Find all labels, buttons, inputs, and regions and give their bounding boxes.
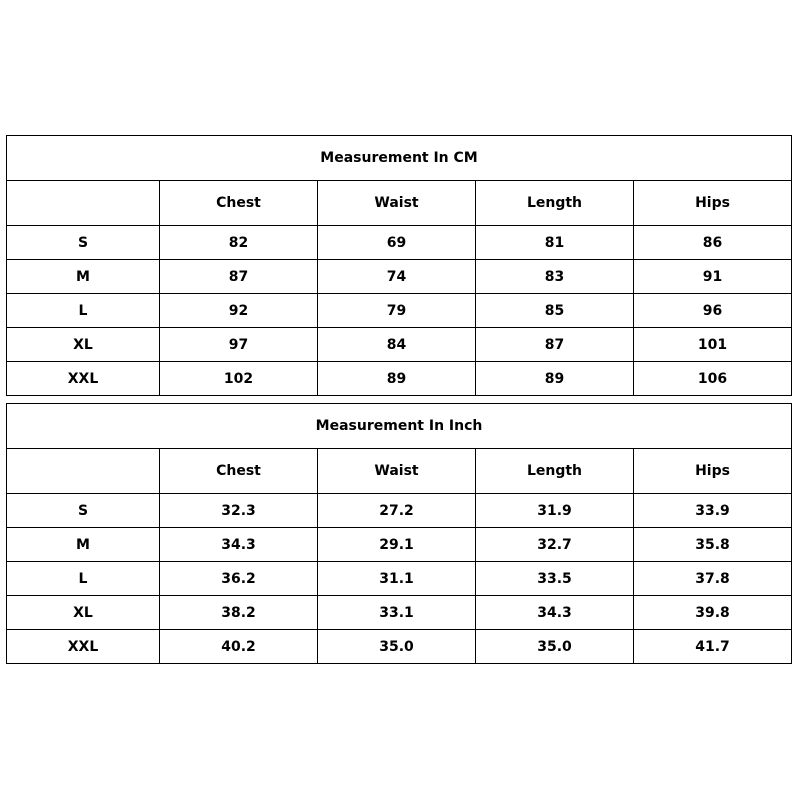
size-cell: L — [7, 294, 160, 328]
header-hips: Hips — [634, 449, 792, 494]
length-cell: 33.5 — [476, 562, 634, 596]
waist-cell: 84 — [318, 328, 476, 362]
hips-cell: 106 — [634, 362, 792, 396]
hips-cell: 96 — [634, 294, 792, 328]
table-row — [7, 596, 792, 630]
waist-cell: 79 — [318, 294, 476, 328]
size-cell: XXL — [7, 362, 160, 396]
chest-cell: 97 — [160, 328, 318, 362]
size-table-inch — [6, 403, 792, 664]
size-cell: XL — [7, 596, 160, 630]
size-cell: XL — [7, 328, 160, 362]
waist-cell: 33.1 — [318, 596, 476, 630]
waist-cell: 74 — [318, 260, 476, 294]
table-title: Measurement In CM — [7, 136, 792, 181]
length-cell: 34.3 — [476, 596, 634, 630]
header-size — [7, 449, 160, 494]
table-row — [7, 494, 792, 528]
header-chest: Chest — [160, 181, 318, 226]
hips-cell: 101 — [634, 328, 792, 362]
size-cell: M — [7, 528, 160, 562]
chest-cell: 36.2 — [160, 562, 318, 596]
hips-cell: 91 — [634, 260, 792, 294]
length-cell: 85 — [476, 294, 634, 328]
length-cell: 83 — [476, 260, 634, 294]
header-length: Length — [476, 181, 634, 226]
header-size — [7, 181, 160, 226]
length-cell: 81 — [476, 226, 634, 260]
table-row — [7, 328, 792, 362]
size-cell: M — [7, 260, 160, 294]
length-cell: 32.7 — [476, 528, 634, 562]
table-title: Measurement In Inch — [7, 404, 792, 449]
chest-cell: 40.2 — [160, 630, 318, 664]
chest-cell: 34.3 — [160, 528, 318, 562]
chest-cell: 87 — [160, 260, 318, 294]
chest-cell: 32.3 — [160, 494, 318, 528]
header-waist: Waist — [318, 449, 476, 494]
chest-cell: 82 — [160, 226, 318, 260]
waist-cell: 35.0 — [318, 630, 476, 664]
table-row — [7, 562, 792, 596]
hips-cell: 41.7 — [634, 630, 792, 664]
table-row — [7, 528, 792, 562]
length-cell: 35.0 — [476, 630, 634, 664]
hips-cell: 37.8 — [634, 562, 792, 596]
chest-cell: 38.2 — [160, 596, 318, 630]
size-cell: L — [7, 562, 160, 596]
waist-cell: 29.1 — [318, 528, 476, 562]
header-waist: Waist — [318, 181, 476, 226]
size-table-cm — [6, 135, 792, 396]
header-hips: Hips — [634, 181, 792, 226]
header-row — [7, 449, 792, 494]
waist-cell: 69 — [318, 226, 476, 260]
hips-cell: 39.8 — [634, 596, 792, 630]
table-row — [7, 294, 792, 328]
table-row — [7, 260, 792, 294]
size-cell: S — [7, 226, 160, 260]
waist-cell: 89 — [318, 362, 476, 396]
header-length: Length — [476, 449, 634, 494]
size-cell: S — [7, 494, 160, 528]
table-title-row — [7, 404, 792, 449]
table-title-row — [7, 136, 792, 181]
header-chest: Chest — [160, 449, 318, 494]
header-row — [7, 181, 792, 226]
table-row — [7, 362, 792, 396]
length-cell: 87 — [476, 328, 634, 362]
chest-cell: 92 — [160, 294, 318, 328]
length-cell: 89 — [476, 362, 634, 396]
table-row — [7, 630, 792, 664]
waist-cell: 31.1 — [318, 562, 476, 596]
table-row — [7, 226, 792, 260]
chest-cell: 102 — [160, 362, 318, 396]
size-cell: XXL — [7, 630, 160, 664]
length-cell: 31.9 — [476, 494, 634, 528]
waist-cell: 27.2 — [318, 494, 476, 528]
hips-cell: 35.8 — [634, 528, 792, 562]
hips-cell: 86 — [634, 226, 792, 260]
hips-cell: 33.9 — [634, 494, 792, 528]
